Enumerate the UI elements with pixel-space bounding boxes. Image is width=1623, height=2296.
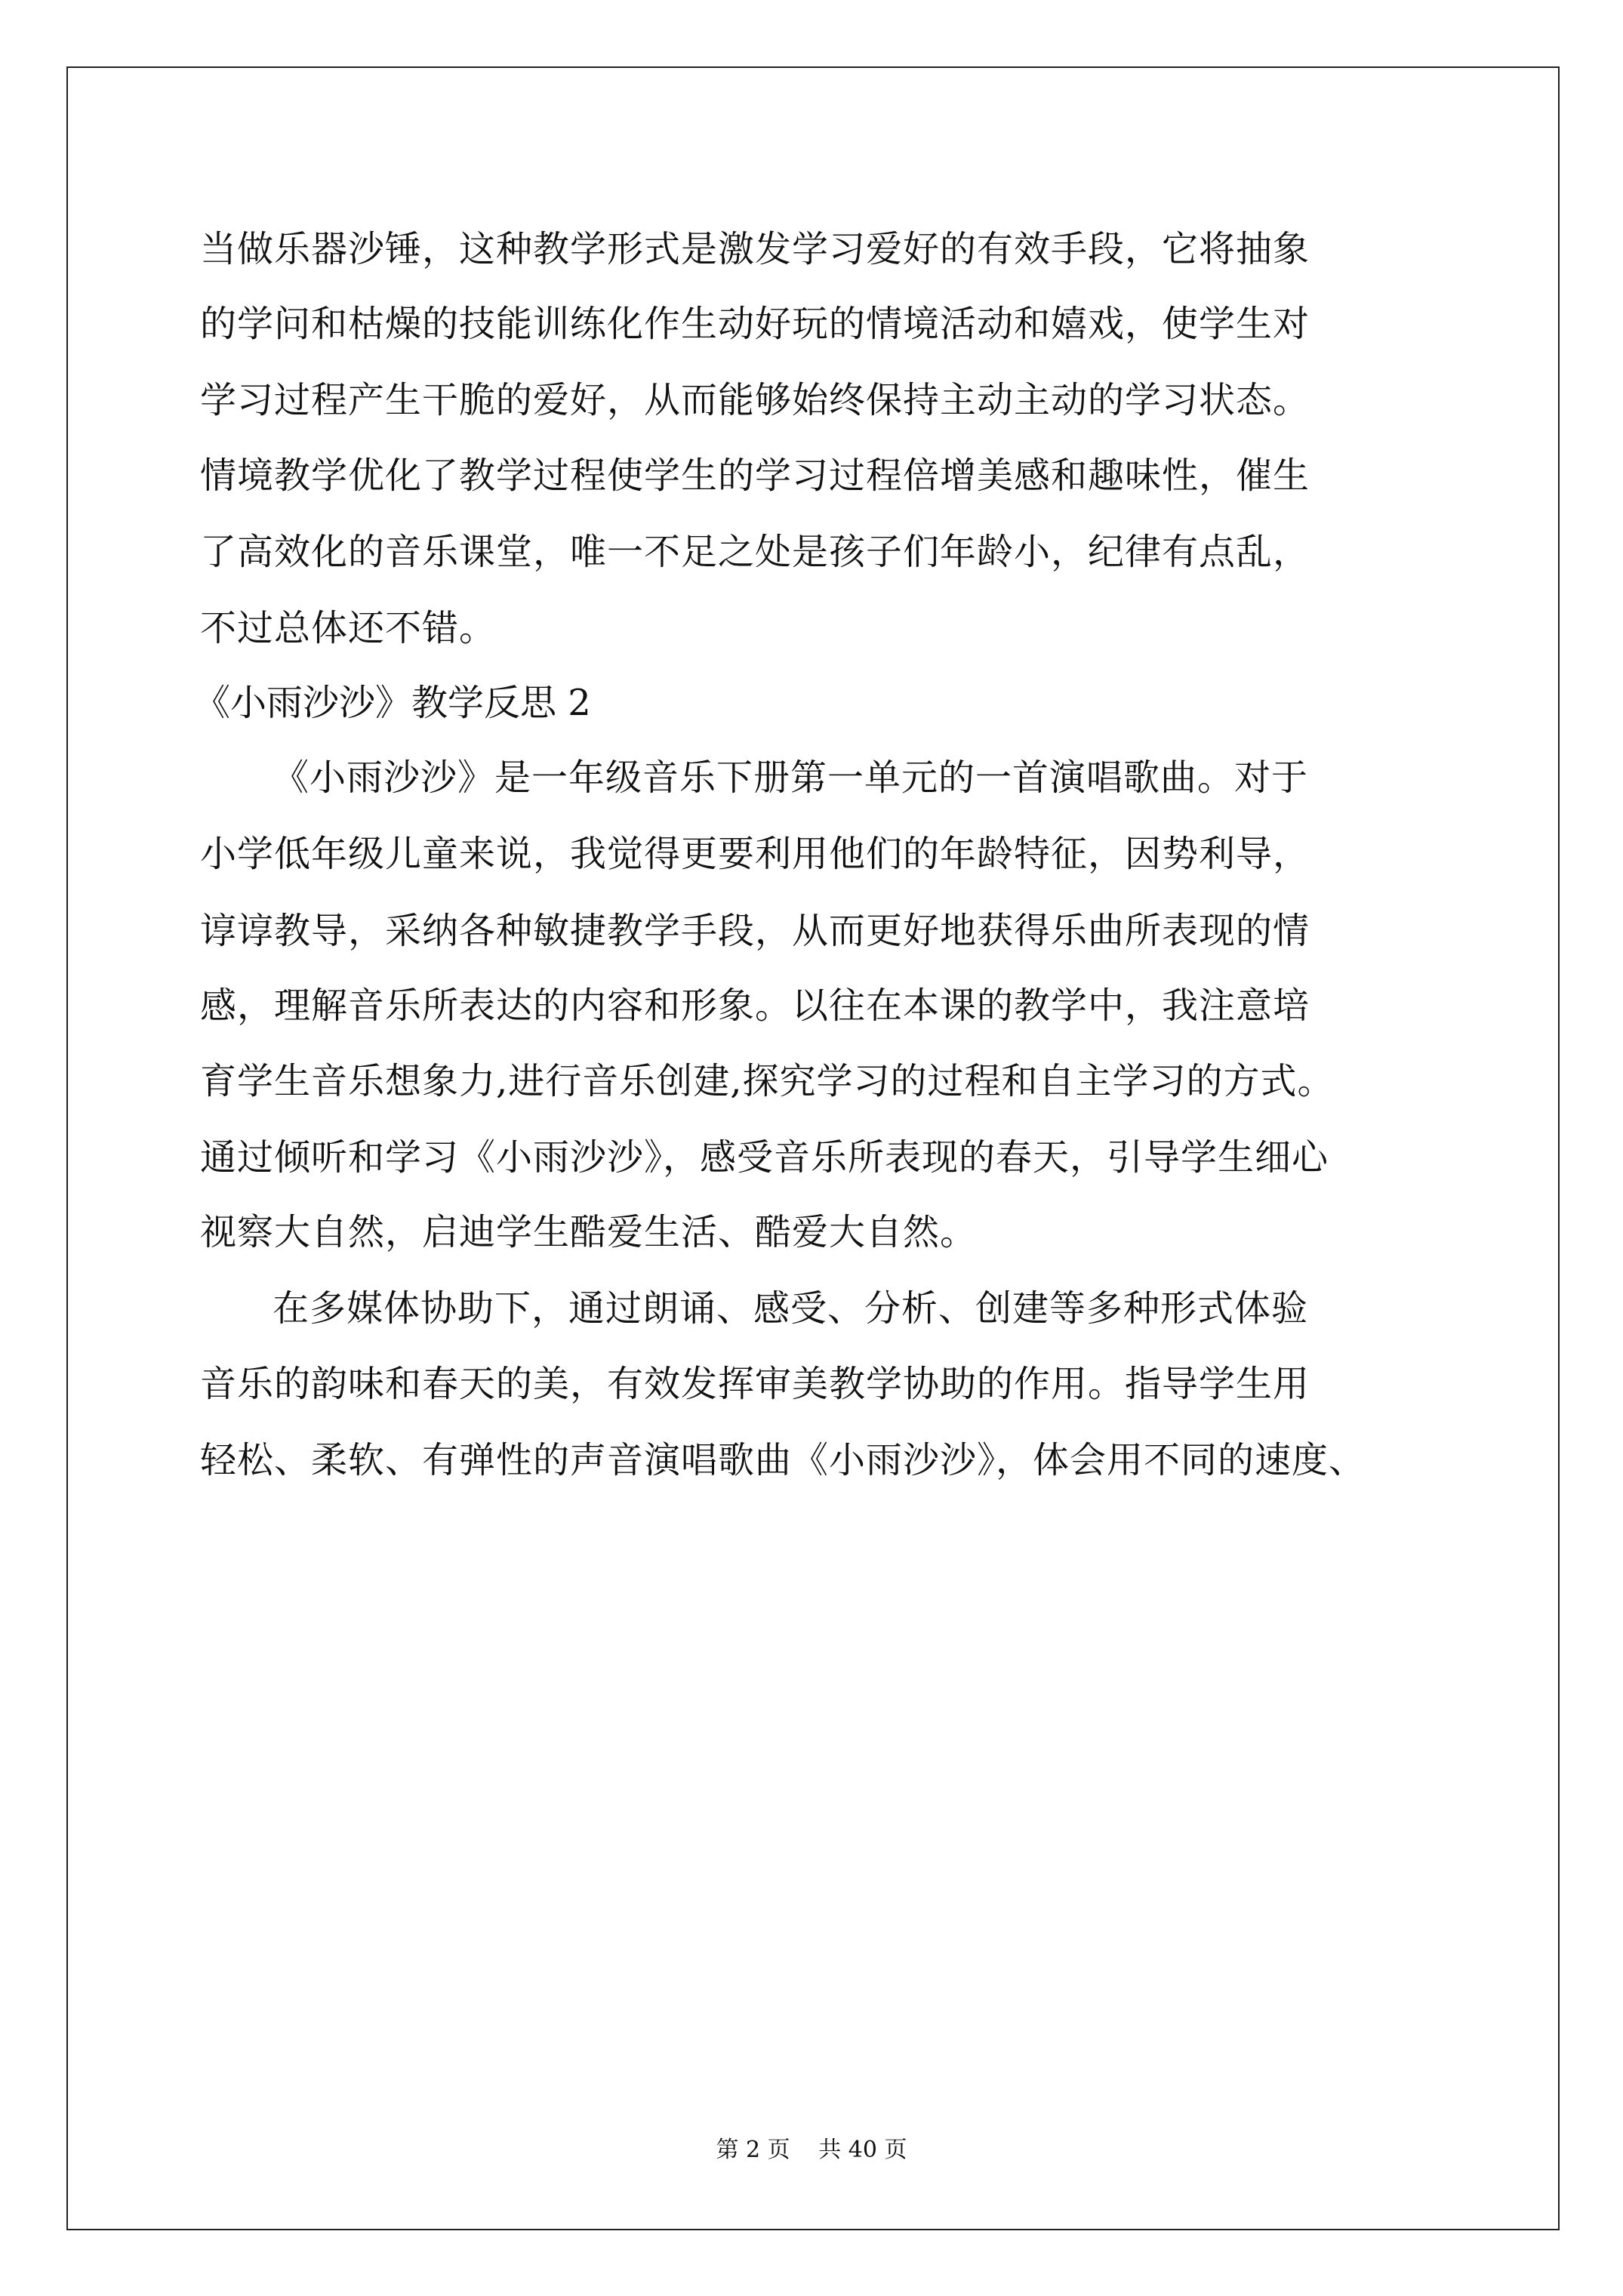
page-number: 第 2 页: [716, 2137, 790, 2163]
text-line: 的学问和枯燥的技能训练化作生动好玩的情境活动和嬉戏，使学生对: [200, 303, 1310, 345]
text-line: 音乐的韵味和春天的美，有效发挥审美教学协助的作用。指导学生用: [200, 1363, 1310, 1405]
text-line: 不过总体还不错。: [200, 607, 497, 649]
text-line: 轻松、柔软、有弹性的声音演唱歌曲《小雨沙沙》，体会用不同的速度、: [200, 1439, 1366, 1481]
text-line: 视察大自然，启迪学生酷爱生活、酷爱大自然。: [200, 1211, 978, 1253]
text-line: 学习过程产生干脆的爱好，从而能够始终保持主动主动的学习状态。: [200, 379, 1310, 421]
paragraph-first-line: 在多媒体协助下，通过朗诵、感受、分析、创建等多种形式体验: [273, 1287, 1309, 1330]
paragraph-first-line: 《小雨沙沙》是一年级音乐下册第一单元的一首演唱歌曲。对于: [273, 757, 1309, 799]
text-line: 当做乐器沙锤，这种教学形式是激发学习爱好的有效手段，它将抽象: [200, 228, 1310, 270]
page-total: 共 40 页: [818, 2137, 907, 2163]
text-line: 谆谆教导，采纳各种敏捷教学手段，从而更好地获得乐曲所表现的情: [200, 910, 1310, 952]
text-line: 情境教学优化了教学过程使学生的学习过程倍增美感和趣味性，催生: [200, 455, 1310, 497]
section-heading: 《小雨沙沙》教学反思 2: [194, 682, 591, 724]
text-line: 小学低年级儿童来说，我觉得更要利用他们的年龄特征，因势利导，: [200, 833, 1310, 875]
text-line: 通过倾听和学习《小雨沙沙》，感受音乐所表现的春天，引导学生细心: [200, 1136, 1329, 1179]
text-line: 了高效化的音乐课堂，唯一不足之处是孩子们年龄小，纪律有点乱，: [200, 531, 1310, 573]
page-footer: [0, 2135, 1623, 2165]
text-line: 感，理解音乐所表达的内容和形象。以往在本课的教学中，我注意培: [200, 985, 1310, 1027]
text-line: 育学生音乐想象力,进行音乐创建,探究学习的过程和自主学习的方式。: [200, 1060, 1335, 1102]
